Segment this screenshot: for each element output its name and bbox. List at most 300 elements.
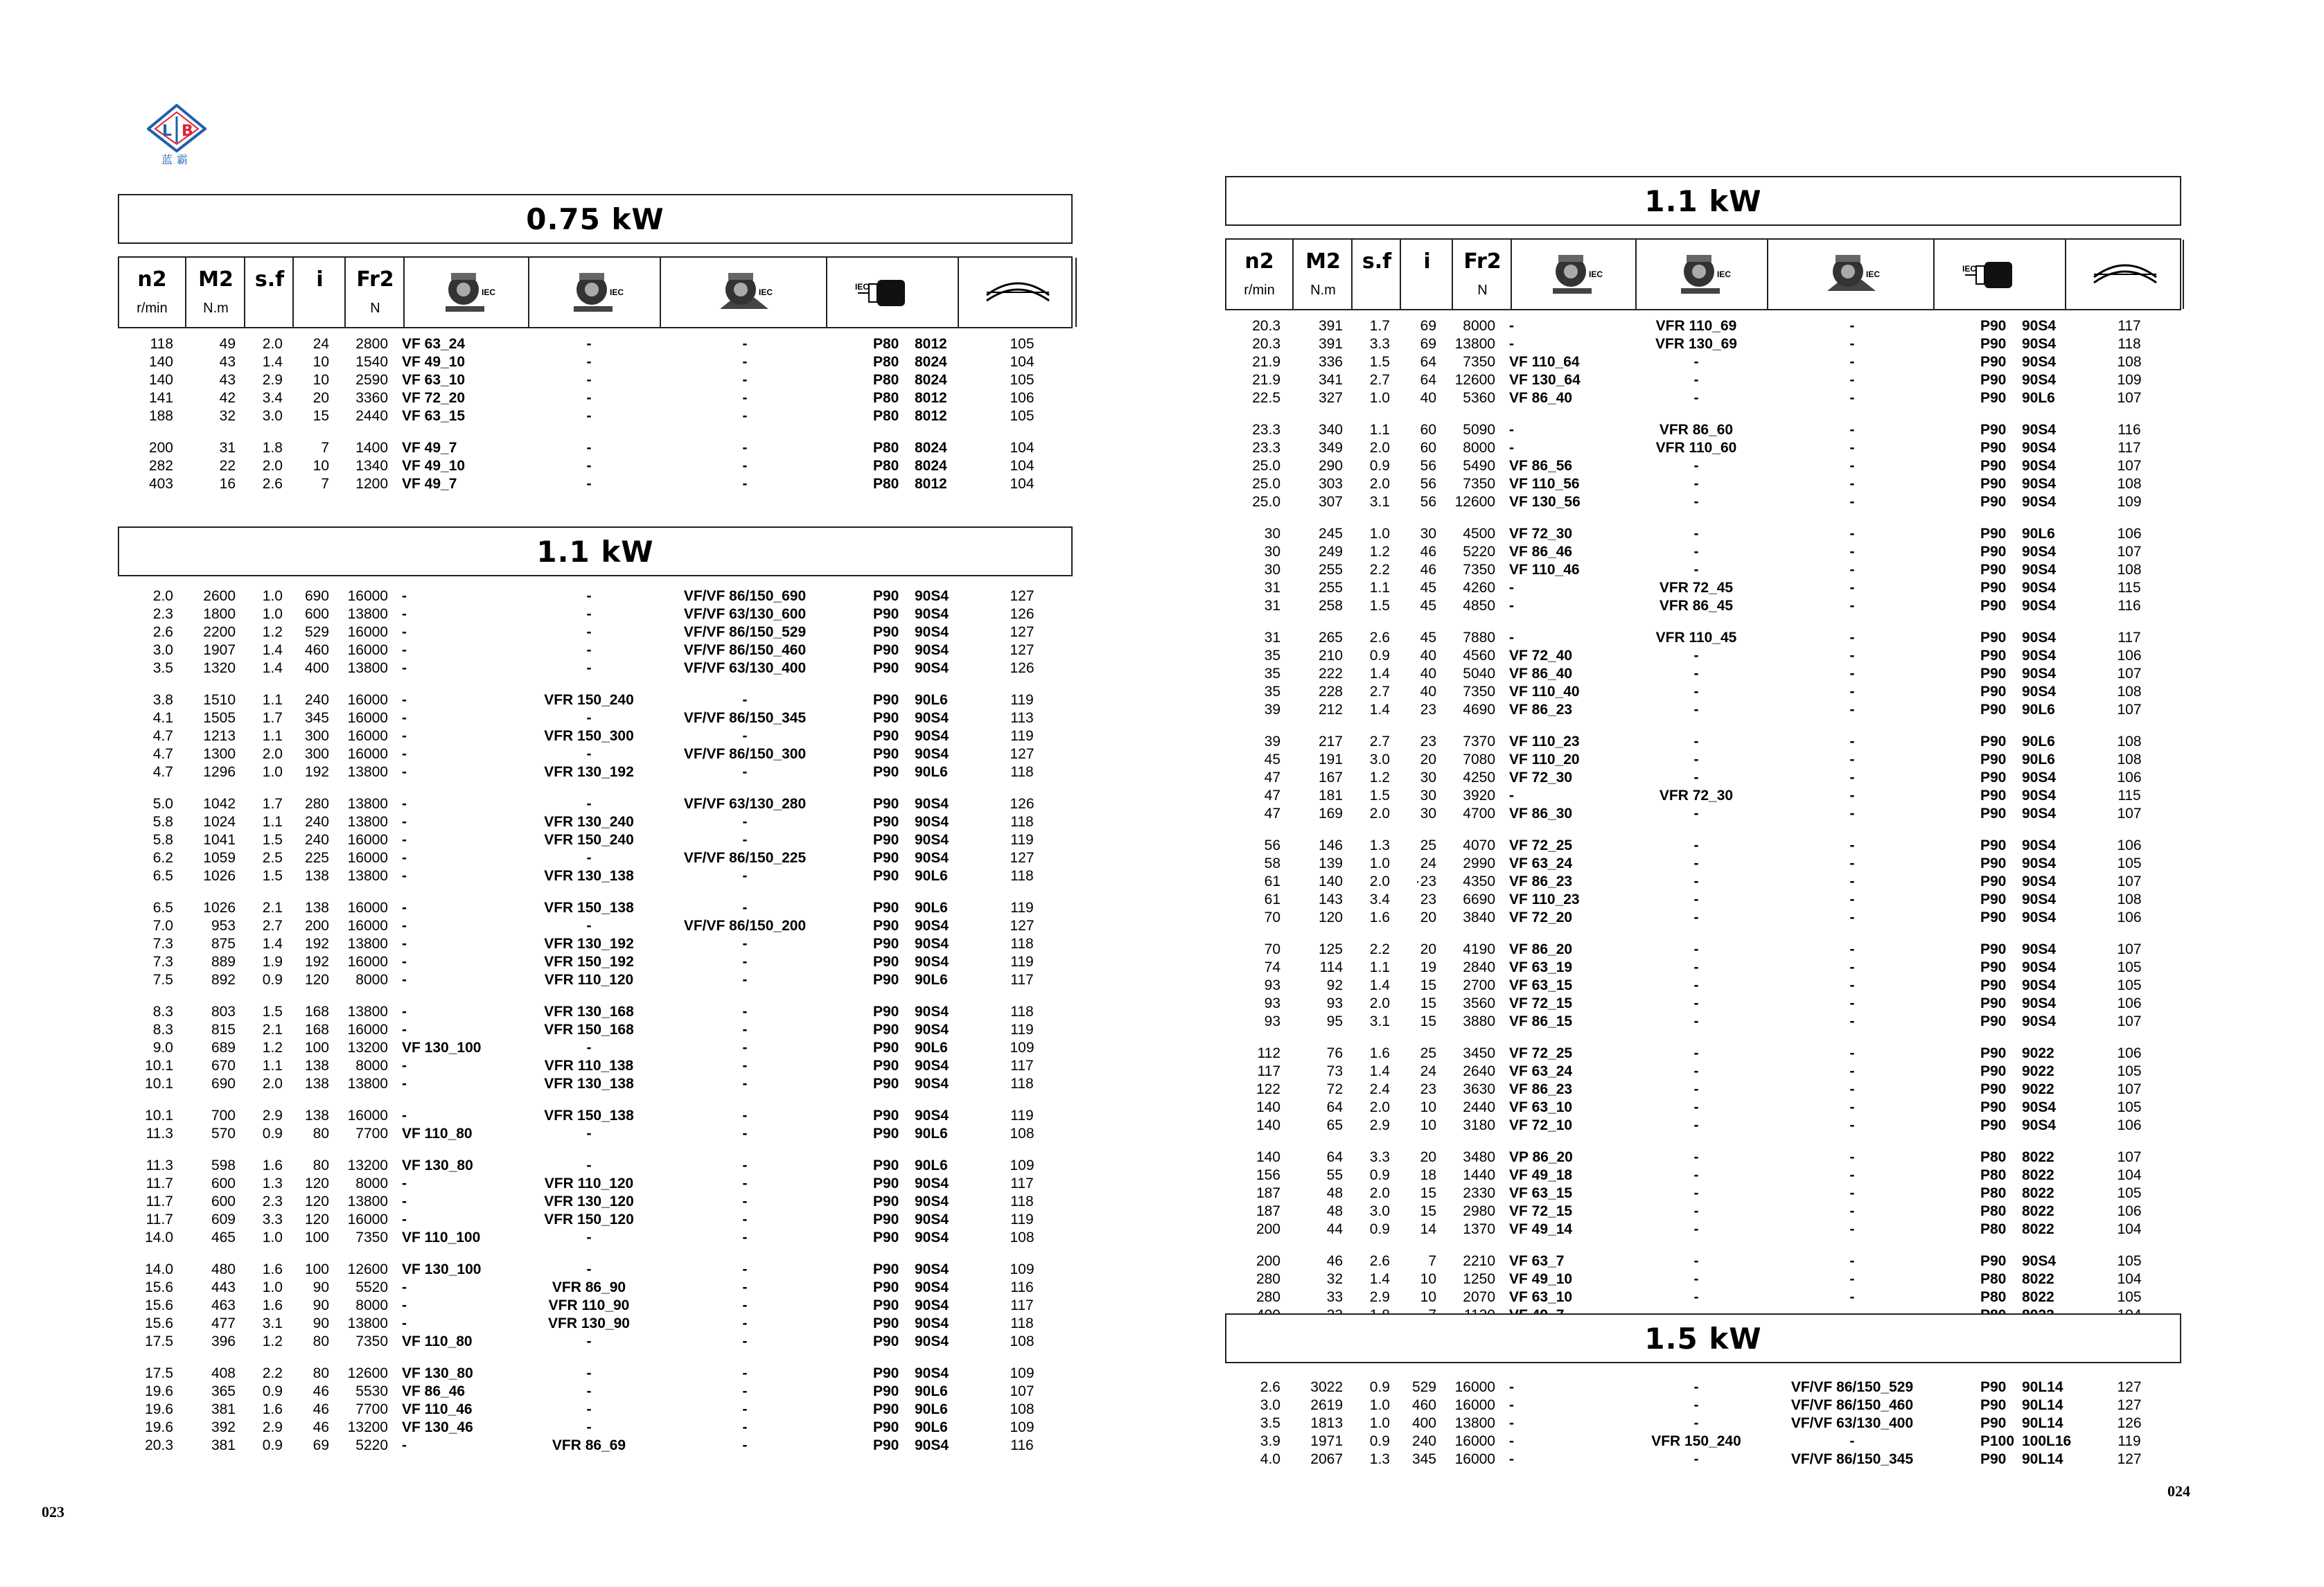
table-cell: 21.9 <box>1252 354 1280 370</box>
table-cell: 16000 <box>347 1108 388 1124</box>
table-cell: 109 <box>1010 1158 1035 1173</box>
table-row <box>118 745 1074 763</box>
section-title-0-75kw: 0.75 kW <box>118 194 1073 244</box>
table-cell: 3.8 <box>152 692 173 708</box>
table-cell: 1.2 <box>1369 770 1390 786</box>
table-cell: 1.0 <box>262 1230 283 1245</box>
table-cell: - <box>1509 440 1514 456</box>
table-cell: 112 <box>1257 1045 1280 1061</box>
vfr-reducer-icon <box>1635 240 1768 309</box>
table-cell: 8012 <box>915 476 947 492</box>
table-cell: 93 <box>1264 1013 1280 1029</box>
table-cell: 280 <box>1256 1289 1280 1305</box>
table-cell: 1.7 <box>1369 318 1390 334</box>
table-cell: - <box>1693 1379 1699 1395</box>
table-cell: VF 110_56 <box>1509 476 1580 492</box>
table-row <box>1225 647 2181 665</box>
table-row <box>1225 629 2181 647</box>
table-cell: - <box>402 764 407 780</box>
table-cell: - <box>402 1437 407 1453</box>
table-cell: 23.3 <box>1252 440 1280 456</box>
table-cell: 127 <box>2117 1397 2142 1413</box>
header-end <box>2183 240 2184 309</box>
table-cell: 1.6 <box>262 1158 283 1173</box>
table-cell: - <box>742 1419 748 1435</box>
table-cell: 106 <box>2117 770 2142 786</box>
table-row <box>1225 1288 2181 1306</box>
table-cell: 127 <box>1010 624 1035 640</box>
table-cell: 146 <box>1318 837 1343 853</box>
table-cell: 11.3 <box>146 1126 173 1142</box>
table-cell: 10.1 <box>145 1058 173 1074</box>
table-cell: 19.6 <box>145 1383 173 1399</box>
table-cell: VF/VF 86/150_690 <box>683 588 807 604</box>
table-cell: 1.0 <box>262 588 283 604</box>
table-row <box>1225 421 2181 439</box>
table-row <box>1225 1451 2181 1469</box>
table-cell: 90L6 <box>2022 390 2055 406</box>
table-row <box>1225 1185 2181 1203</box>
table-cell: 2990 <box>1463 855 1495 871</box>
table-cell: 104 <box>2117 1271 2142 1287</box>
table-row <box>1225 457 2181 475</box>
table-row <box>118 1021 1074 1039</box>
table-cell: 10 <box>1420 1099 1436 1115</box>
table-cell: 90S4 <box>2022 995 2057 1011</box>
table-cell: 258 <box>1318 598 1343 614</box>
table-cell: 2.0 <box>1369 1185 1390 1201</box>
table-cell: - <box>1693 1149 1699 1165</box>
table-cell: P90 <box>873 728 899 744</box>
table-cell: - <box>1693 1397 1699 1413</box>
table-cell: 1.3 <box>1369 1451 1390 1467</box>
table-cell: 90S4 <box>915 1212 949 1227</box>
table-cell: 109 <box>2117 372 2142 388</box>
table-cell: 1.4 <box>262 354 283 370</box>
table-cell: - <box>742 1297 748 1313</box>
svg-text:IEC: IEC <box>1962 264 1977 274</box>
table-cell: P90 <box>873 1315 899 1331</box>
table-cell: VFR 86_60 <box>1659 422 1734 438</box>
table-cell: VF 63_15 <box>402 408 466 424</box>
table-cell: 2.1 <box>262 1022 283 1038</box>
table-row <box>118 1193 1074 1211</box>
table-cell: - <box>1693 1081 1699 1097</box>
table-cell: 120 <box>304 972 329 988</box>
table-cell: 108 <box>1010 1401 1035 1417</box>
table-cell: 5530 <box>355 1383 388 1399</box>
table-cell: - <box>742 408 748 424</box>
table-cell: P90 <box>873 1176 899 1191</box>
table-cell: - <box>402 692 407 708</box>
table-cell: - <box>586 458 592 474</box>
table-cell: 7700 <box>355 1401 388 1417</box>
table-cell: 2.1 <box>262 900 283 916</box>
table-cell: 90S4 <box>2022 648 2057 664</box>
table-cell: 90L6 <box>915 868 948 884</box>
table-cell: 2067 <box>1310 1451 1343 1467</box>
table-cell: 90 <box>312 1297 329 1313</box>
table-row <box>1225 1221 2181 1239</box>
table-cell: 105 <box>2117 1289 2142 1305</box>
table-cell: 127 <box>1010 642 1035 658</box>
table-cell: 1.4 <box>262 936 283 952</box>
table-cell: - <box>1693 1451 1699 1467</box>
table-cell: 12600 <box>1454 494 1495 510</box>
table-row <box>118 935 1074 953</box>
table-cell: - <box>742 1040 748 1056</box>
table-cell: - <box>742 728 748 744</box>
table-cell: P90 <box>1980 1099 2007 1115</box>
table-cell: 80 <box>312 1365 329 1381</box>
table-row <box>118 389 1074 407</box>
table-cell: 119 <box>1010 900 1034 916</box>
table-cell: - <box>1693 666 1699 682</box>
table-cell: - <box>1849 837 1855 853</box>
table-cell: 341 <box>1318 372 1343 388</box>
table-row <box>118 1333 1074 1351</box>
table-cell: 40 <box>1420 684 1436 700</box>
table-cell: VF 110_46 <box>1509 562 1580 578</box>
table-cell: 2.0 <box>262 1076 283 1092</box>
table-cell: - <box>1693 941 1699 957</box>
table-cell: 2.9 <box>262 1419 283 1435</box>
table-cell: 16000 <box>347 692 388 708</box>
table-cell: 106 <box>1010 390 1035 406</box>
table-cell: 8022 <box>2022 1203 2054 1219</box>
table-cell: 15 <box>1420 1185 1436 1201</box>
table-cell: 24 <box>1420 1063 1436 1079</box>
table-row <box>1225 1397 2181 1415</box>
table-row <box>118 763 1074 781</box>
table-cell: - <box>1693 806 1699 822</box>
table-cell: - <box>1509 1397 1514 1413</box>
table-cell: 90L14 <box>2022 1451 2063 1467</box>
table-row <box>118 407 1074 425</box>
table-cell: 5360 <box>1463 390 1495 406</box>
output-shaft-icon <box>2065 240 2184 309</box>
table-header <box>1225 238 2181 310</box>
table-cell: - <box>1849 788 1855 804</box>
table-cell: VF 86_23 <box>1509 874 1573 889</box>
table-cell: 140 <box>1256 1117 1280 1133</box>
table-cell: 200 <box>1256 1221 1280 1237</box>
table-cell: 1971 <box>1310 1433 1343 1449</box>
table-cell: 16000 <box>347 850 388 866</box>
table-cell: P90 <box>1980 941 2007 957</box>
table-cell: P90 <box>873 692 899 708</box>
table-cell: 1340 <box>355 458 388 474</box>
table-cell: 56 <box>1420 476 1436 492</box>
table-row <box>118 971 1074 989</box>
table-cell: 2.0 <box>262 746 283 762</box>
table-cell: 90S4 <box>915 746 949 762</box>
table-cell: P90 <box>1980 892 2007 907</box>
table-cell: 8022 <box>2022 1149 2054 1165</box>
table-cell: 61 <box>1264 892 1280 907</box>
table-cell: - <box>742 1401 748 1417</box>
table-row <box>1225 1203 2181 1221</box>
iec-motor-icon <box>826 258 959 327</box>
table-cell: - <box>402 1315 407 1331</box>
table-cell: 3180 <box>1463 1117 1495 1133</box>
table-cell: 90S4 <box>915 588 949 604</box>
table-cell: 3.3 <box>1369 336 1390 352</box>
table-cell: 20 <box>312 390 329 406</box>
table-cell: 118 <box>150 336 173 352</box>
table-cell: 108 <box>2117 354 2142 370</box>
table-cell: 2.0 <box>1369 874 1390 889</box>
table-cell: VFR 110_120 <box>544 1176 634 1191</box>
table-cell: 95 <box>1326 1013 1343 1029</box>
table-cell: 443 <box>211 1279 236 1295</box>
header-m2-symbol: M2 <box>1305 249 1341 274</box>
table-row <box>1225 891 2181 909</box>
table-cell: - <box>402 868 407 884</box>
table-cell: 5090 <box>1463 422 1495 438</box>
table-cell: VF 110_64 <box>1509 354 1580 370</box>
table-cell: 2.0 <box>1369 440 1390 456</box>
table-cell: - <box>1693 684 1699 700</box>
table-cell: P90 <box>873 936 899 952</box>
table-cell: - <box>742 1058 748 1074</box>
table-cell: - <box>1849 892 1855 907</box>
table-cell: 1.4 <box>1369 666 1390 682</box>
table-cell: 16000 <box>347 710 388 726</box>
table-cell: 225 <box>304 850 329 866</box>
table-cell: 3.4 <box>262 390 283 406</box>
table-cell: 90S4 <box>2022 476 2057 492</box>
table-cell: VFR 150_168 <box>544 1022 634 1038</box>
table-cell: 113 <box>1010 710 1034 726</box>
header-i <box>292 258 346 327</box>
table-cell: 45 <box>1264 752 1280 768</box>
table-cell: 1.0 <box>262 1279 283 1295</box>
table-cell: 48 <box>1326 1203 1343 1219</box>
table-cell: 5.0 <box>152 796 173 812</box>
table-cell: - <box>1693 1271 1699 1287</box>
table-cell: 392 <box>211 1419 236 1435</box>
table-cell: 117 <box>1010 972 1034 988</box>
table-cell: 92 <box>1326 977 1343 993</box>
table-cell: 33 <box>1326 1289 1343 1305</box>
table-cell: 408 <box>211 1365 236 1381</box>
table-cell: 30 <box>1264 526 1280 542</box>
table-cell: 16000 <box>1454 1379 1495 1395</box>
table-cell: 13800 <box>347 660 388 676</box>
table-cell: - <box>742 1279 748 1295</box>
table-cell: - <box>1693 372 1699 388</box>
table-cell: - <box>1849 752 1855 768</box>
table-cell: - <box>586 624 592 640</box>
table-cell: VF 130_100 <box>402 1040 482 1056</box>
table-cell: 11.7 <box>146 1212 173 1227</box>
table-cell: P90 <box>1980 1117 2007 1133</box>
table-cell: VF 63_10 <box>1509 1099 1573 1115</box>
table-cell: VF 63_7 <box>1509 1253 1565 1269</box>
table-cell: 104 <box>1010 354 1035 370</box>
table-cell: 120 <box>1318 910 1343 925</box>
table-cell: VF 130_80 <box>402 1365 473 1381</box>
table-row <box>1225 317 2181 335</box>
table-cell: P90 <box>873 972 899 988</box>
table-cell: 16 <box>219 476 236 492</box>
table-cell: 8022 <box>2022 1221 2054 1237</box>
table-cell: VF/VF 86/150_225 <box>683 850 807 866</box>
table-cell: - <box>1849 1221 1855 1237</box>
table-cell: VFR 150_138 <box>544 1108 634 1124</box>
table-cell: VF 110_100 <box>402 1230 481 1245</box>
table-cell: - <box>402 1194 407 1209</box>
table-cell: 90S4 <box>915 642 949 658</box>
table-cell: 90S4 <box>2022 910 2057 925</box>
table-cell: 90S4 <box>915 1004 949 1020</box>
header-sf <box>1351 240 1401 309</box>
table-cell: - <box>742 458 748 474</box>
table-cell: 8000 <box>355 1176 388 1191</box>
table-cell: VF 110_20 <box>1509 752 1580 768</box>
table-cell: 107 <box>2117 941 2142 957</box>
table-cell: - <box>586 1383 592 1399</box>
table-cell: - <box>586 476 592 492</box>
table-cell: 12600 <box>347 1261 388 1277</box>
table-cell: 90L6 <box>915 1126 948 1142</box>
table-cell: 1.0 <box>262 764 283 780</box>
table-cell: 10 <box>312 458 329 474</box>
table-cell: - <box>742 1158 748 1173</box>
table-cell: 109 <box>1010 1040 1035 1056</box>
table-cell: - <box>1509 630 1514 646</box>
table-row <box>118 335 1074 353</box>
table-cell: 2330 <box>1463 1185 1495 1201</box>
table-cell: 168 <box>304 1004 329 1020</box>
table-cell: 7.3 <box>152 954 173 970</box>
table-cell: P90 <box>873 796 899 812</box>
table-cell: - <box>1849 941 1855 957</box>
table-cell: 20.3 <box>145 1437 173 1453</box>
table-cell: 25.0 <box>1252 458 1280 474</box>
table-cell: P90 <box>1980 1063 2007 1079</box>
table-cell: 3.3 <box>262 1212 283 1227</box>
table-cell: 120 <box>304 1176 329 1191</box>
table-cell: 93 <box>1264 977 1280 993</box>
table-cell: 8022 <box>2022 1271 2054 1287</box>
table-cell: 46 <box>1420 544 1436 560</box>
table-cell: 598 <box>211 1158 236 1173</box>
table-cell: 80 <box>312 1333 329 1349</box>
table-cell: VFR 150_120 <box>544 1212 634 1227</box>
table-cell: VF 86_20 <box>1509 941 1573 957</box>
table-cell: - <box>1693 1117 1699 1133</box>
table-cell: 108 <box>2117 752 2142 768</box>
table-cell: 400 <box>304 660 329 676</box>
header-fr2-symbol: Fr2 <box>1463 249 1502 274</box>
table-cell: - <box>402 936 407 952</box>
table-cell: - <box>1849 318 1855 334</box>
table-row <box>118 1383 1074 1401</box>
table-cell: - <box>402 1176 407 1191</box>
table-cell: 116 <box>1010 1279 1034 1295</box>
table-cell: 90S4 <box>915 728 949 744</box>
table-cell: VF 63_24 <box>1509 855 1573 871</box>
table-cell: 143 <box>1318 892 1343 907</box>
table-cell: P90 <box>873 1383 899 1399</box>
table-cell: 9022 <box>2022 1045 2054 1061</box>
table-cell: 108 <box>2117 892 2142 907</box>
table-cell: 1320 <box>203 660 236 676</box>
table-cell: VF 130_56 <box>1509 494 1581 510</box>
table-cell: 3480 <box>1463 1149 1495 1165</box>
table-row <box>118 457 1074 475</box>
table-cell: 2.2 <box>1369 562 1390 578</box>
table-cell: 31 <box>1264 580 1280 596</box>
table-cell: 108 <box>1010 1230 1035 1245</box>
table-cell: 47 <box>1264 770 1280 786</box>
table-cell: 118 <box>1010 868 1034 884</box>
table-cell: 24 <box>312 336 329 352</box>
table-cell: 7.0 <box>152 918 173 934</box>
table-cell: 90S4 <box>2022 837 2057 853</box>
table-cell: P90 <box>1980 458 2007 474</box>
header-n2-unit: r/min <box>1244 283 1275 298</box>
table-cell: 90S4 <box>2022 458 2057 474</box>
table-cell: 7880 <box>1463 630 1495 646</box>
table-row <box>118 1365 1074 1383</box>
table-cell: 118 <box>1010 814 1034 830</box>
table-cell: 690 <box>304 588 329 604</box>
table-cell: VF 63_15 <box>1509 1185 1573 1201</box>
table-cell: 875 <box>211 936 236 952</box>
table-cell: 22 <box>219 458 236 474</box>
table-cell: 400 <box>1411 1415 1436 1431</box>
table-cell: P90 <box>873 868 899 884</box>
table-cell: 228 <box>1318 684 1343 700</box>
table-row <box>1225 665 2181 683</box>
table-cell: P90 <box>873 1004 899 1020</box>
table-cell: VF 49_7 <box>402 476 457 492</box>
table-cell: 117 <box>2118 440 2141 456</box>
table-cell: 200 <box>148 440 173 456</box>
table-cell: - <box>402 746 407 762</box>
table-cell: P90 <box>873 1419 899 1435</box>
table-cell: 1.6 <box>262 1401 283 1417</box>
table-cell: 3.1 <box>1369 494 1390 510</box>
table-cell: 1.2 <box>262 1333 283 1349</box>
table-cell: 107 <box>2117 1013 2142 1029</box>
table-cell: 90S4 <box>915 1279 949 1295</box>
table-cell: 7 <box>321 440 329 456</box>
table-cell: VF 72_25 <box>1509 1045 1573 1061</box>
table-cell: 600 <box>211 1176 236 1191</box>
left-page <box>42 0 1074 1587</box>
table-row <box>1225 1415 2181 1433</box>
table-cell: VF 63_15 <box>1509 977 1573 993</box>
table-cell: 3022 <box>1310 1379 1343 1395</box>
table-cell: 45 <box>1420 598 1436 614</box>
vf-reducer-icon <box>403 258 529 327</box>
table-cell: 460 <box>1411 1397 1436 1413</box>
table-cell: 1.6 <box>1369 910 1390 925</box>
table-cell: - <box>1849 1185 1855 1201</box>
table-cell: - <box>1849 336 1855 352</box>
table-cell: 2.9 <box>262 372 283 388</box>
table-row <box>118 899 1074 917</box>
table-cell: 336 <box>1318 354 1343 370</box>
table-row <box>118 727 1074 745</box>
table-cell: 1024 <box>203 814 236 830</box>
table-cell: 8024 <box>915 440 947 456</box>
table-cell: - <box>742 692 748 708</box>
